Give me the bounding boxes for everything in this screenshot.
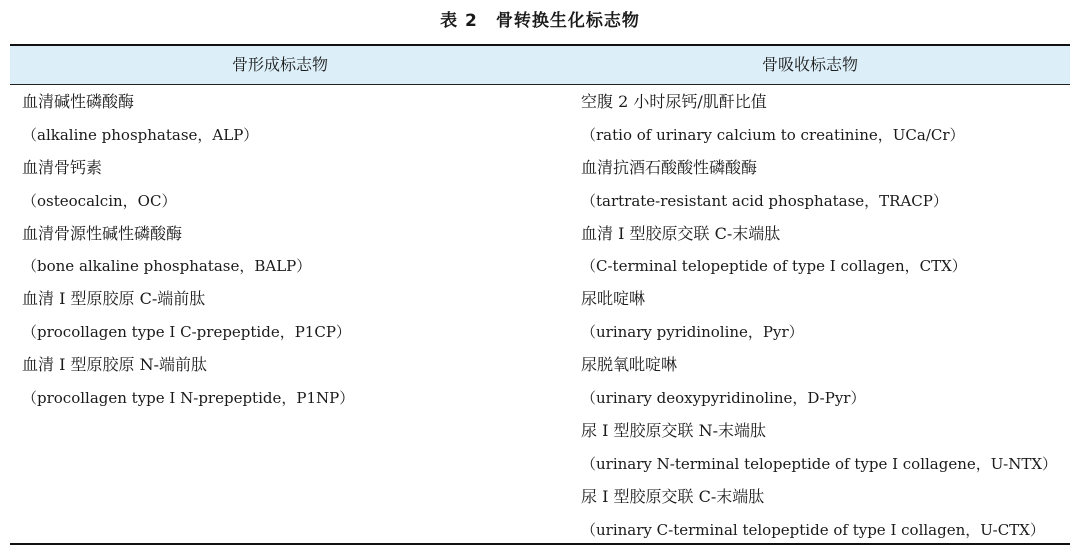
bone-resorption-column bbox=[581, 86, 1061, 546]
table-cell: （osteocalcin，OC） bbox=[22, 191, 177, 210]
table-cell: （urinary pyridinoline，Pyr） bbox=[581, 323, 804, 342]
table-cell: 尿 Ⅰ 型胶原交联 C-末端肽 bbox=[581, 486, 765, 506]
table-cell: （tartrate-resistant acid phosphatase，TRACP） bbox=[581, 191, 948, 210]
table-cell: 血清骨源性碱性磷酸酶 bbox=[22, 223, 183, 243]
table-cell: （urinary C-terminal telopeptide of type Ⅰ collagen，U-CTX） bbox=[581, 520, 1045, 539]
table-cell: 血清 Ⅰ 型原胶原 C-端前肽 bbox=[22, 289, 206, 309]
table-cell: （urinary N-terminal telopeptide of type Ⅰ collagene，U-NTX） bbox=[581, 454, 1058, 473]
bone-formation-column bbox=[22, 86, 552, 415]
table-cell: 血清碱性磷酸酶 bbox=[22, 92, 135, 111]
table-cell: 血清 Ⅰ 型胶原交联 C-末端肽 bbox=[581, 223, 781, 243]
header-bone-resorption-markers: 骨吸收标志物 bbox=[761, 55, 858, 74]
table-cell: （urinary deoxypyridinoline，D-Pyr） bbox=[581, 389, 866, 408]
table-cell: 尿吡啶啉 bbox=[581, 289, 646, 309]
header-bone-formation-markers: 骨形成标志物 bbox=[231, 55, 328, 74]
table-cell: 血清骨钙素 bbox=[22, 157, 103, 177]
table-cell: （ratio of urinary calcium to creatinine，UCa/Cr） bbox=[581, 125, 965, 144]
table-header bbox=[10, 46, 1070, 85]
table-cell: 血清抗酒石酸酸性磷酸酶 bbox=[581, 157, 758, 177]
table-cell: 尿脱氧吡啶啉 bbox=[581, 355, 678, 375]
table-cell: 空腹 2 小时尿钙/肌酐比值 bbox=[581, 92, 767, 111]
table-number: 表 2 bbox=[440, 11, 478, 31]
table-cell: （procollagen type Ⅰ C-prepeptide，P1CP） bbox=[22, 323, 351, 342]
bottom-rule bbox=[10, 543, 1070, 545]
table-cell: （C-terminal telopeptide of type Ⅰ collagen，CTX） bbox=[581, 257, 967, 276]
table-cell: （alkaline phosphatase，ALP） bbox=[22, 125, 259, 144]
table-cell: 尿 Ⅰ 型胶原交联 N-末端肽 bbox=[581, 420, 766, 440]
table-cell: （bone alkaline phosphatase，BALP） bbox=[22, 257, 312, 276]
table-caption bbox=[0, 8, 1080, 34]
table-title: 骨转换生化标志物 bbox=[495, 11, 640, 31]
table-cell: 血清 Ⅰ 型原胶原 N-端前肽 bbox=[22, 355, 207, 375]
table-cell: （procollagen type Ⅰ N-prepeptide，P1NP） bbox=[22, 389, 355, 408]
